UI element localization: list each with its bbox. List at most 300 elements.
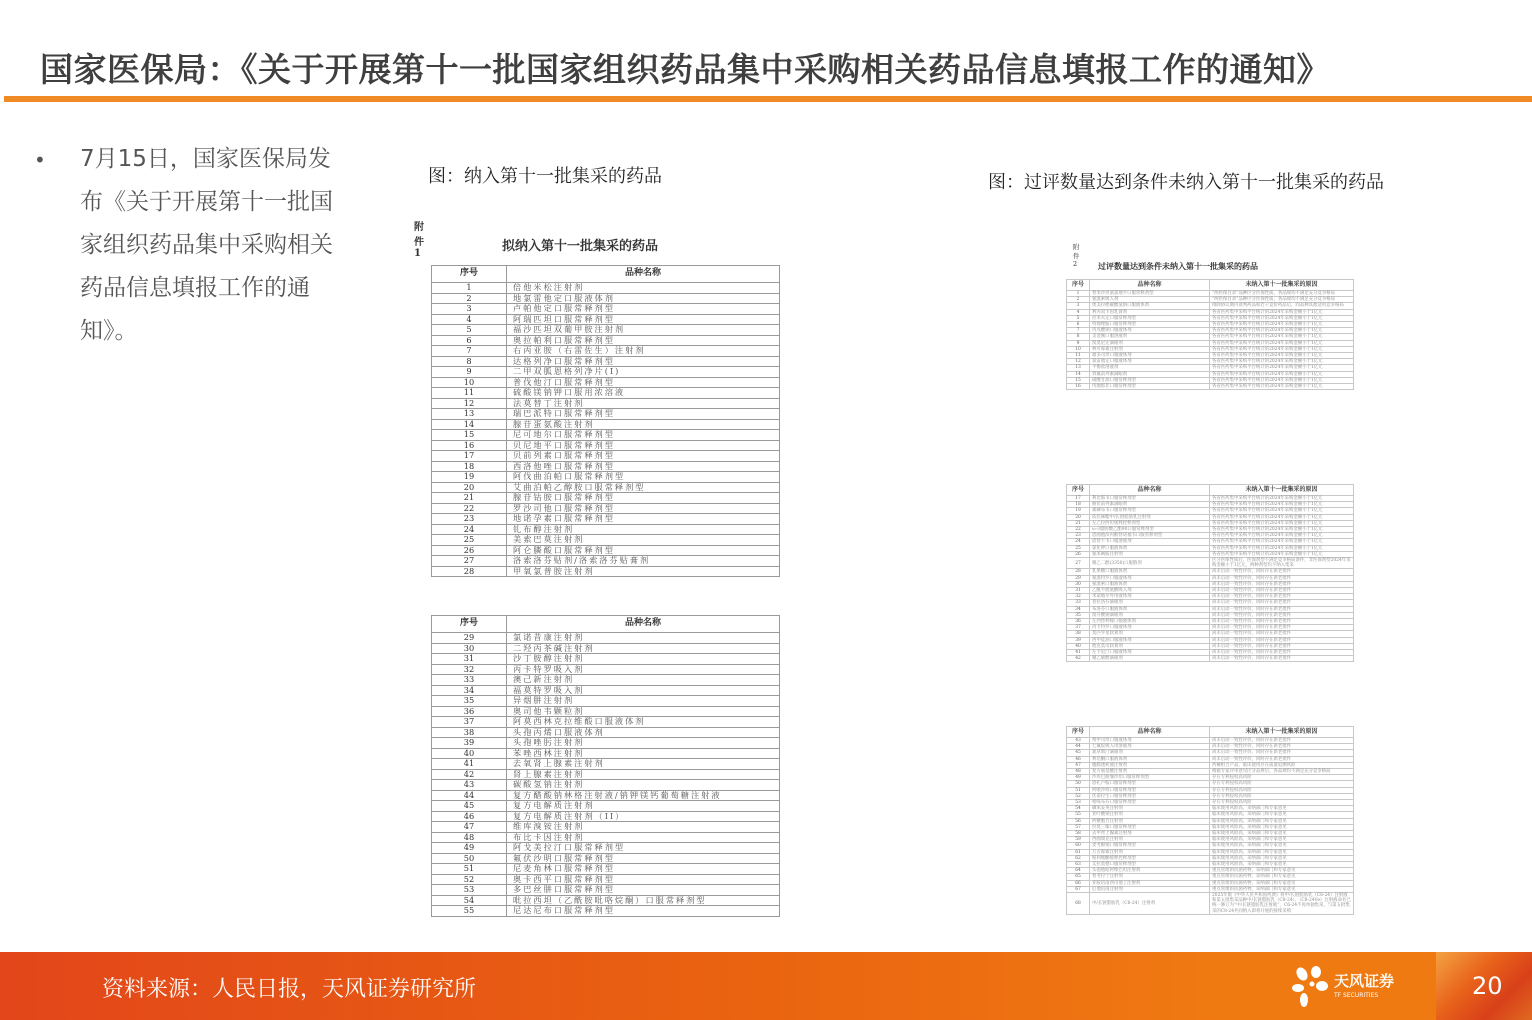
drug-name: 奥美拉唑碳酸氢钠口服液体剂	[1090, 303, 1210, 309]
row-number: 8	[1067, 334, 1090, 340]
drug-name: 乳果糖口服液体剂	[1090, 569, 1210, 575]
row-number: 43	[1067, 738, 1090, 744]
row-number: 3	[432, 304, 507, 315]
col-header-name: 品种名称	[507, 266, 780, 283]
drug-name: 聚乙二醇(3350)口服散剂	[1090, 558, 1210, 569]
drug-name: 右丙亚胺（右雷佐生）注射剂	[507, 346, 780, 357]
table-row	[432, 398, 780, 409]
row-number: 31	[1067, 588, 1090, 594]
exclusion-reason: 各省医药集中采购平台统计的2024年采购金额小于1亿元	[1210, 551, 1354, 557]
table-row	[432, 790, 780, 801]
drug-name: 尼达尼布口服常释剂型	[507, 906, 780, 917]
table-row	[432, 493, 780, 504]
table-row	[432, 388, 780, 399]
row-number: 16	[1067, 384, 1090, 390]
drug-name: 西甲硅油口服液体剂	[1090, 637, 1210, 643]
drug-name: 米诺地尔外用液体剂	[1090, 594, 1210, 600]
table-row	[432, 346, 780, 357]
row-number: 45	[1067, 750, 1090, 756]
drug-name: 奥司他韦颗粒剂	[507, 706, 780, 717]
drug-name: 恩扎卢胺口服常释剂型	[1090, 781, 1210, 787]
drug-name: 左乙拉西坦缓释控释剂型	[1090, 520, 1210, 526]
exclusion-reason: 重点管理的抗菌药物，采纳部门和专家意见	[1210, 886, 1354, 892]
figure-caption-right: 图：过评数量达到条件未纳入第十一批集采的药品	[988, 172, 1384, 193]
row-number: 38	[432, 727, 507, 738]
exclusion-reason: 尚未启动一致性评价，同时存在新老批件	[1210, 650, 1354, 656]
table-row	[432, 451, 780, 462]
drug-table-2	[431, 615, 780, 917]
row-number: 19	[1067, 508, 1090, 514]
row-number: 17	[1067, 496, 1090, 502]
exclusion-reason: 各省医药集中采购平台统计的2024年采购金额小于1亿元	[1210, 359, 1354, 365]
row-number: 55	[1067, 812, 1090, 818]
row-number: 6	[432, 335, 507, 346]
drug-name: 去甲肾上腺素注射剂	[1090, 831, 1210, 837]
table-row	[1067, 384, 1354, 390]
exclusion-reason: 尚未启动一致性评价，同时存在新老批件	[1210, 588, 1354, 594]
row-number: 12	[1067, 359, 1090, 365]
exclusion-reason: 临床使用风险高，采纳部门和专家意见	[1210, 837, 1354, 843]
exclusion-reason: 各省医药集中采购平台统计的2024年采购金额小于1亿元	[1210, 377, 1354, 383]
exclusion-reason: 各省医药集中采购平台统计的2024年采购金额小于1亿元	[1210, 384, 1354, 390]
exclusion-reason: 各省医药集中采购平台统计的2024年采购金额小于1亿元	[1210, 322, 1354, 328]
exclusion-reason: 存在专利侵权高风险	[1210, 781, 1354, 787]
tf-securities-logo	[1292, 966, 1402, 1008]
exclusion-reason: 临床使用风险高，采纳部门和专家意见	[1210, 855, 1354, 861]
exclusion-reason: 各省医药集中采购平台统计的2024年采购金额小于1亿元	[1210, 353, 1354, 359]
row-number: 63	[1067, 862, 1090, 868]
drug-name: 美索巴莫注射剂	[507, 535, 780, 546]
exclusion-reason: 各省医药集中采购平台统计的2024年采购金额小于1亿元	[1210, 502, 1354, 508]
table-row	[432, 377, 780, 388]
row-number: 57	[1067, 824, 1090, 830]
drug-name: 硝酸甘油口服常释剂型	[1090, 377, 1210, 383]
table-row	[432, 832, 780, 843]
row-number: 21	[1067, 520, 1090, 526]
drug-name: 贝尼地平口服常释剂型	[507, 440, 780, 451]
exclusion-reason: 各省医药集中采购平台统计的2024年采购金额小于1亿元	[1210, 514, 1354, 520]
drug-name: 氨溴特罗口服液体剂	[1090, 575, 1210, 581]
row-number: 5	[1067, 315, 1090, 321]
table-row	[1067, 893, 1354, 915]
table-row	[432, 769, 780, 780]
col-header-reason: 未纳入第十一批集采的原因	[1210, 727, 1354, 738]
drug-name: 平衡盐溶液剂	[1090, 365, 1210, 371]
table-row	[432, 440, 780, 451]
drug-name: 羧甲司坦口服液体剂	[1090, 738, 1210, 744]
exclusion-reason: 各省医药集中采购平台统计的2024年采购金额小于1亿元	[1210, 371, 1354, 377]
row-number: 26	[432, 545, 507, 556]
col-header-reason: 未纳入第十一批集采的原因	[1210, 485, 1354, 496]
row-number: 12	[432, 398, 507, 409]
logo-text-en: TF SECURITIES	[1334, 992, 1379, 999]
exclusion-reason: 重点管理的抗菌药物，采纳部门和专家意见	[1210, 880, 1354, 886]
drug-name: 布洛芬口服液体剂	[1090, 606, 1210, 612]
exclusion-reason: 尚未启动一致性评价，同时存在新老批件	[1210, 594, 1354, 600]
drug-name: 奥拉帕利口服常释剂型	[507, 335, 780, 346]
exclusion-reason: 尚未启动一致性评价，同时存在新老批件	[1210, 569, 1354, 575]
row-number: 67	[1067, 886, 1090, 892]
drug-name: 腹膜透析液注射剂	[1090, 762, 1210, 768]
drug-name: 拉莫三嗪口服常释剂型	[1090, 824, 1210, 830]
col-header-no: 序号	[432, 266, 507, 283]
drug-name: 倍他米松注射剂	[507, 283, 780, 294]
row-number: 52	[432, 874, 507, 885]
drug-name: 乙酰半胱氨酸吸入剂	[1090, 588, 1210, 594]
drug-name: 沙库巴曲缬沙坦口服常释剂型	[1090, 775, 1210, 781]
exclusion-reason: 尚未启动一致性评价，同时存在新老批件	[1210, 575, 1354, 581]
drug-name: 溴芬酸钠滴眼剂	[1090, 612, 1210, 618]
exclusion-reason: 尚未启动一致性评价，同时存在新老批件	[1210, 606, 1354, 612]
row-number: 51	[1067, 787, 1090, 793]
row-number: 24	[432, 524, 507, 535]
col-header-name: 品种名称	[507, 616, 780, 633]
table-row	[432, 367, 780, 378]
exclusion-reason: 尚未启动一致性评价，同时存在新老批件	[1210, 581, 1354, 587]
exclusion-reason: 尚未启动一致性评价，同时存在新老批件	[1210, 750, 1354, 756]
table-row	[432, 864, 780, 875]
table-row	[432, 325, 780, 336]
exclusion-reason: 尚未启动一致性评价，同时存在新老批件	[1210, 744, 1354, 750]
row-number: 1	[432, 283, 507, 294]
table-row	[432, 643, 780, 654]
row-number: 49	[432, 843, 507, 854]
drug-name: 多巴丝肼口服常释剂型	[507, 885, 780, 896]
exclusion-reason: 临床使用风险高，采纳部门和专家意见	[1210, 818, 1354, 824]
row-number: 43	[432, 780, 507, 791]
drug-name: 二羟丙茶碱注射剂	[507, 643, 780, 654]
row-number: 54	[1067, 806, 1090, 812]
drug-name: 溴莫尼定滴眼剂	[1090, 340, 1210, 346]
drug-name: 地氯雷他定口服液体剂	[507, 293, 780, 304]
drug-name: 布比卡因注射剂	[507, 832, 780, 843]
table-row	[432, 356, 780, 367]
drug-name: 腺苷蛋氨酸注射剂	[507, 419, 780, 430]
exclusion-reason: 尚未启动一致性评价，同时存在新老批件	[1210, 756, 1354, 762]
drug-name: 利比那韦口服常释剂型	[1090, 496, 1210, 502]
exclusion-reason: 各省医药集中采购平台统计的2024年采购金额小于1亿元	[1210, 328, 1354, 334]
exclusion-reason: 临床使用风险高，采纳部门和专家意见	[1210, 849, 1354, 855]
row-number: 66	[1067, 880, 1090, 886]
exclusion-reason: 存在专利侵权高风险	[1210, 787, 1354, 793]
row-number: 32	[432, 664, 507, 675]
drug-name: 莫匹罗星软膏剂	[1090, 631, 1210, 637]
table-row	[432, 874, 780, 885]
drug-name: 恩替卡韦口服溶液剂	[1090, 539, 1210, 545]
row-number: 4	[432, 314, 507, 325]
col-header-name: 品种名称	[1090, 485, 1210, 496]
drug-name: 利丙双卡因乳膏剂	[1090, 309, 1210, 315]
col-header-no: 序号	[432, 616, 507, 633]
drug-name: 贝前列素口服常释剂型	[507, 451, 780, 462]
drug-name: 磷苯妥英注射剂	[1090, 806, 1210, 812]
exclusion-reason: 各省医药集中采购平台统计的2024年采购金额小于1亿元	[1210, 527, 1354, 533]
drug-name: 左卡尼汀口服液体剂	[1090, 650, 1210, 656]
exclusion-reason: 各省医药集中采购平台统计的2024年采购金额小于1亿元	[1210, 365, 1354, 371]
drug-name: 厄他培南注射剂	[1090, 886, 1210, 892]
title-divider	[4, 96, 1532, 102]
exclusion-reason: 各省医药集中采购平台统计的2024年采购金额小于1亿元	[1210, 309, 1354, 315]
row-number: 31	[432, 654, 507, 665]
row-number: 15	[1067, 377, 1090, 383]
col-header-no: 序号	[1067, 485, 1090, 496]
row-number: 10	[432, 377, 507, 388]
table-row	[432, 461, 780, 472]
drug-name: 西洛他唑口服常释剂型	[507, 461, 780, 472]
row-number: 11	[1067, 353, 1090, 359]
table-row	[432, 696, 780, 707]
exclusion-reason: 各省医药集中采购平台统计的2024年采购金额小于1亿元	[1210, 340, 1354, 346]
table-row	[432, 843, 780, 854]
exclusion-reason: 临床使用风险高，采纳部门和专家意见	[1210, 812, 1354, 818]
row-number: 30	[432, 643, 507, 654]
drug-name: 艾拉莫德口服常释剂型	[1090, 862, 1210, 868]
exclusion-reason: 尚未启动一致性评价，同时存在新老批件	[1210, 631, 1354, 637]
row-number: 47	[1067, 762, 1090, 768]
drug-name: 万古霉素注射剂	[1090, 849, 1210, 855]
drug-name: 二甲双胍恩格列净片(I)	[507, 367, 780, 378]
table-row	[432, 482, 780, 493]
row-number: 48	[432, 832, 507, 843]
drug-name: ω-3脂肪酸乙酯90口服常释剂型	[1090, 527, 1210, 533]
table-row	[432, 409, 780, 420]
row-number: 25	[432, 535, 507, 546]
drug-name: 复方电解质注射剂	[507, 801, 780, 812]
drug-name: 氯化钾口服液体剂	[1090, 545, 1210, 551]
table-row	[432, 675, 780, 686]
exclusion-reason: “两医保目录”品种区分医保性质，各品规均不满足充分竞争格局	[1210, 291, 1354, 297]
row-number: 58	[1067, 831, 1090, 837]
footer-bar	[0, 952, 1532, 1020]
drug-name: 卢帕他定口服常释剂型	[507, 304, 780, 315]
row-number: 53	[1067, 800, 1090, 806]
col-header-reason: 未纳入第十一批集采的原因	[1210, 280, 1354, 291]
drug-name: 美金刚口服溶液剂	[1090, 334, 1210, 340]
row-number: 44	[1067, 744, 1090, 750]
table-row	[432, 685, 780, 696]
exclusion-reason: 重点管理的抗菌药物，采纳部门和专家意见	[1210, 874, 1354, 880]
row-number: 11	[432, 388, 507, 399]
table-row	[432, 811, 780, 822]
drug-name: 钆布醇注射剂	[507, 524, 780, 535]
drug-name: 普伐他汀口服常释剂型	[507, 377, 780, 388]
row-number: 37	[432, 717, 507, 728]
table-row	[432, 419, 780, 430]
excluded-table-1	[1066, 279, 1354, 390]
drug-name: 替考拉宁注射剂	[1090, 874, 1210, 880]
drug-name: 氮草斯汀滴眼剂	[1090, 750, 1210, 756]
drug-name: 氨溴索口服液体剂	[1090, 581, 1210, 587]
drug-name: 聚乙烯醇滴眼剂	[1090, 656, 1210, 662]
page-title: 国家医保局：《关于开展第十一批国家组织药品集中采购相关药品信息填报工作的通知》	[40, 50, 1330, 89]
row-number: 65	[1067, 874, 1090, 880]
row-number: 1	[1067, 291, 1090, 297]
drug-name: 吲哚布芬口服常释剂型	[1090, 800, 1210, 806]
table-row	[432, 293, 780, 304]
drug-name: 拉米夫定口服常释剂型	[1090, 315, 1210, 321]
table-row	[432, 748, 780, 759]
drug-name: 澳己新注射剂	[507, 675, 780, 686]
table-row	[432, 524, 780, 535]
drug-name: 伐地那非口服常释剂型	[1090, 384, 1210, 390]
drug-name: 利培酮口服液体剂	[1090, 756, 1210, 762]
source-note: 资料来源：人民日报，天风证券研究所	[102, 977, 477, 1002]
row-number: 20	[432, 482, 507, 493]
table-row	[432, 535, 780, 546]
drug-name: 腺苷钴胺口服常释剂型	[507, 493, 780, 504]
row-number: 25	[1067, 545, 1090, 551]
drug-name: 曲伏前列素滴眼剂	[1090, 502, 1210, 508]
table-row	[432, 503, 780, 514]
drug-name: 头孢唑肟注射剂	[507, 738, 780, 749]
page-number: 20	[1472, 972, 1503, 1000]
drug-name: 氯雷他定口服液体剂	[1090, 359, 1210, 365]
exclusion-reason: 根据专家评审意见区分品规后，各品规均不满足充分竞争格局	[1210, 769, 1354, 775]
exclusion-reason: 各省医药集中采购平台统计的2024年采购金额小于1亿元	[1210, 315, 1354, 321]
row-number: 19	[432, 472, 507, 483]
row-number: 56	[1067, 818, 1090, 824]
exclusion-reason: 尚未启动一致性评价，同时存在新老批件	[1210, 656, 1354, 662]
row-number: 48	[1067, 769, 1090, 775]
exclusion-reason: 排除协议期内谈判药品和若干竞价药品后，同品种其他适用竞争格局	[1210, 303, 1354, 309]
row-number: 44	[432, 790, 507, 801]
drug-name: 福多司坦口服液体剂	[1090, 353, 1210, 359]
drug-name: 氟伏沙明口服常释剂型	[507, 853, 780, 864]
drug-name: 洛索洛芬贴剂/洛索洛芬贴膏剂	[507, 556, 780, 567]
table-row	[432, 780, 780, 791]
table-row	[432, 738, 780, 749]
row-number: 5	[432, 325, 507, 336]
row-number: 59	[1067, 837, 1090, 843]
exclusion-reason: 尚未启动一致性评价，同时存在新老批件	[1210, 625, 1354, 631]
exclusion-reason: 各省医药集中采购平台统计的2024年采购金额小于1亿元	[1210, 334, 1354, 340]
drug-name: 达格列净口服常释剂型	[507, 356, 780, 367]
row-number: 34	[1067, 606, 1090, 612]
drug-name: 替米沙坦氨氯地平口服常释剂型	[1090, 291, 1210, 297]
drug-name: 素磷布韦口服常释剂型	[1090, 508, 1210, 514]
table-row	[432, 472, 780, 483]
row-number: 41	[1067, 650, 1090, 656]
figure-caption-left: 图：纳入第十一批集采的药品	[428, 166, 662, 187]
row-number: 37	[1067, 625, 1090, 631]
drug-name: 帕利哌酮缓释控释剂型	[1090, 855, 1210, 861]
drug-name: 尼可地尔口服常释剂型	[507, 430, 780, 441]
row-number: 7	[432, 346, 507, 357]
logo-text-cn: 天风证券	[1334, 972, 1395, 990]
exclusion-reason: 临床使用风险高，采纳部门和专家意见	[1210, 843, 1354, 849]
col-header-no: 序号	[1067, 280, 1090, 291]
exclusion-reason: 尚未启动一致性评价，同时存在新老批件	[1210, 600, 1354, 606]
row-number: 50	[432, 853, 507, 864]
summary-text: 7月15日，国家医保局发布《关于开展第十一批国家组织药品集中采购相关药品信息填报工作的通知》。	[80, 146, 333, 344]
drug-name: 亚叶酸钠注射剂	[1090, 812, 1210, 818]
drug-name: 罗沙司他口服常释剂型	[507, 503, 780, 514]
exclusion-reason: 尚未启动一致性评价，同时存在新老批件	[1210, 637, 1354, 643]
drug-name: 奥卡西平口服常释剂型	[507, 874, 780, 885]
drug-name: 复方电解质注射剂（II）	[507, 811, 780, 822]
exclusion-reason: 临床使用风险高，采纳部门和专家意见	[1210, 824, 1354, 830]
row-number: 24	[1067, 539, 1090, 545]
row-number: 41	[432, 759, 507, 770]
row-number: 18	[432, 461, 507, 472]
row-number: 7	[1067, 328, 1090, 334]
drug-name: 福沙匹坦双葡甲胺注射剂	[507, 325, 780, 336]
drug-name: 普拉洛芬滴眼剂	[1090, 600, 1210, 606]
drug-name: 阿哌沙班口服常释剂型	[1090, 787, 1210, 793]
row-number: 39	[432, 738, 507, 749]
row-number: 32	[1067, 594, 1090, 600]
row-number: 22	[432, 503, 507, 514]
row-number: 2	[432, 293, 507, 304]
drug-name: 效氟前列素滴眼剂	[1090, 371, 1210, 377]
row-number: 23	[1067, 533, 1090, 539]
excluded-table-2	[1066, 484, 1354, 662]
table-row	[432, 801, 780, 812]
exclusion-reason: 临床使用风险高，采纳部门和专家意见	[1210, 806, 1354, 812]
drug-name: 尼麦角林口服常释剂型	[507, 864, 780, 875]
col-header-name: 品种名称	[1090, 280, 1210, 291]
drug-name: 阿仑膦酸口服常释剂型	[507, 545, 780, 556]
table-row	[432, 706, 780, 717]
row-number: 9	[432, 367, 507, 378]
table-row	[432, 822, 780, 833]
table-row	[432, 717, 780, 728]
table-row	[432, 430, 780, 441]
drug-name: 依托咪酯中/长链脂肪乳注射剂	[1090, 514, 1210, 520]
exclusion-reason: 各省医药集中采购平台统计的2024年采购金额小于1亿元	[1210, 545, 1354, 551]
exclusion-reason: 尚未启动一致性评价，同时存在新老批件	[1210, 619, 1354, 625]
exclusion-reason: 尚未启动一致性评价，同时存在新老批件	[1210, 643, 1354, 649]
row-number: 35	[1067, 612, 1090, 618]
drug-name: 氯诺昔康注射剂	[507, 633, 780, 644]
drug-name: 阿伐曲泊帕口服常释剂型	[507, 472, 780, 483]
row-number: 4	[1067, 309, 1090, 315]
drug-name: 七氟烷吸入用溶液剂	[1090, 744, 1210, 750]
drug-name: 去氧肾上腺素注射剂	[507, 759, 780, 770]
exclusion-reason: 各省医药集中采购平台统计的2024年采购金额小于1亿元	[1210, 533, 1354, 539]
row-number: 28	[1067, 569, 1090, 575]
row-number: 2	[1067, 297, 1090, 303]
drug-name: 吡拉西坦（乙酰胺吡咯烷酮）口服常释剂型	[507, 895, 780, 906]
row-number: 68	[1067, 893, 1090, 915]
table-row	[432, 545, 780, 556]
table-row	[432, 633, 780, 644]
drug-name: 维库溴铵注射剂	[507, 822, 780, 833]
row-number: 36	[432, 706, 507, 717]
exclusion-reason: 存在专利侵权高风险	[1210, 775, 1354, 781]
row-number: 13	[1067, 365, 1090, 371]
table-row	[432, 556, 780, 567]
row-number: 33	[1067, 600, 1090, 606]
drug-name: 沙丁胺醇注射剂	[507, 654, 780, 665]
row-number: 14	[432, 419, 507, 430]
drug-name: 复方醋酸钠林格注射液/钠钾镁钙葡萄糖注射液	[507, 790, 780, 801]
row-number: 42	[432, 769, 507, 780]
row-number: 46	[1067, 756, 1090, 762]
table-row	[432, 895, 780, 906]
row-number: 27	[432, 556, 507, 567]
row-number: 3	[1067, 303, 1090, 309]
drug-name: 复方氨基酸注射剂	[1090, 769, 1210, 775]
row-number: 8	[432, 356, 507, 367]
drug-name: 特地唑胺口服常释剂型	[1090, 322, 1210, 328]
drug-name: 恩曲他滨丙酚替诺福韦口服常释剂型	[1090, 533, 1210, 539]
drug-name: 肾上腺素注射剂	[507, 769, 780, 780]
row-number: 17	[432, 451, 507, 462]
drug-name: 苯唑西林注射剂	[507, 748, 780, 759]
row-number: 61	[1067, 849, 1090, 855]
row-number: 29	[432, 633, 507, 644]
